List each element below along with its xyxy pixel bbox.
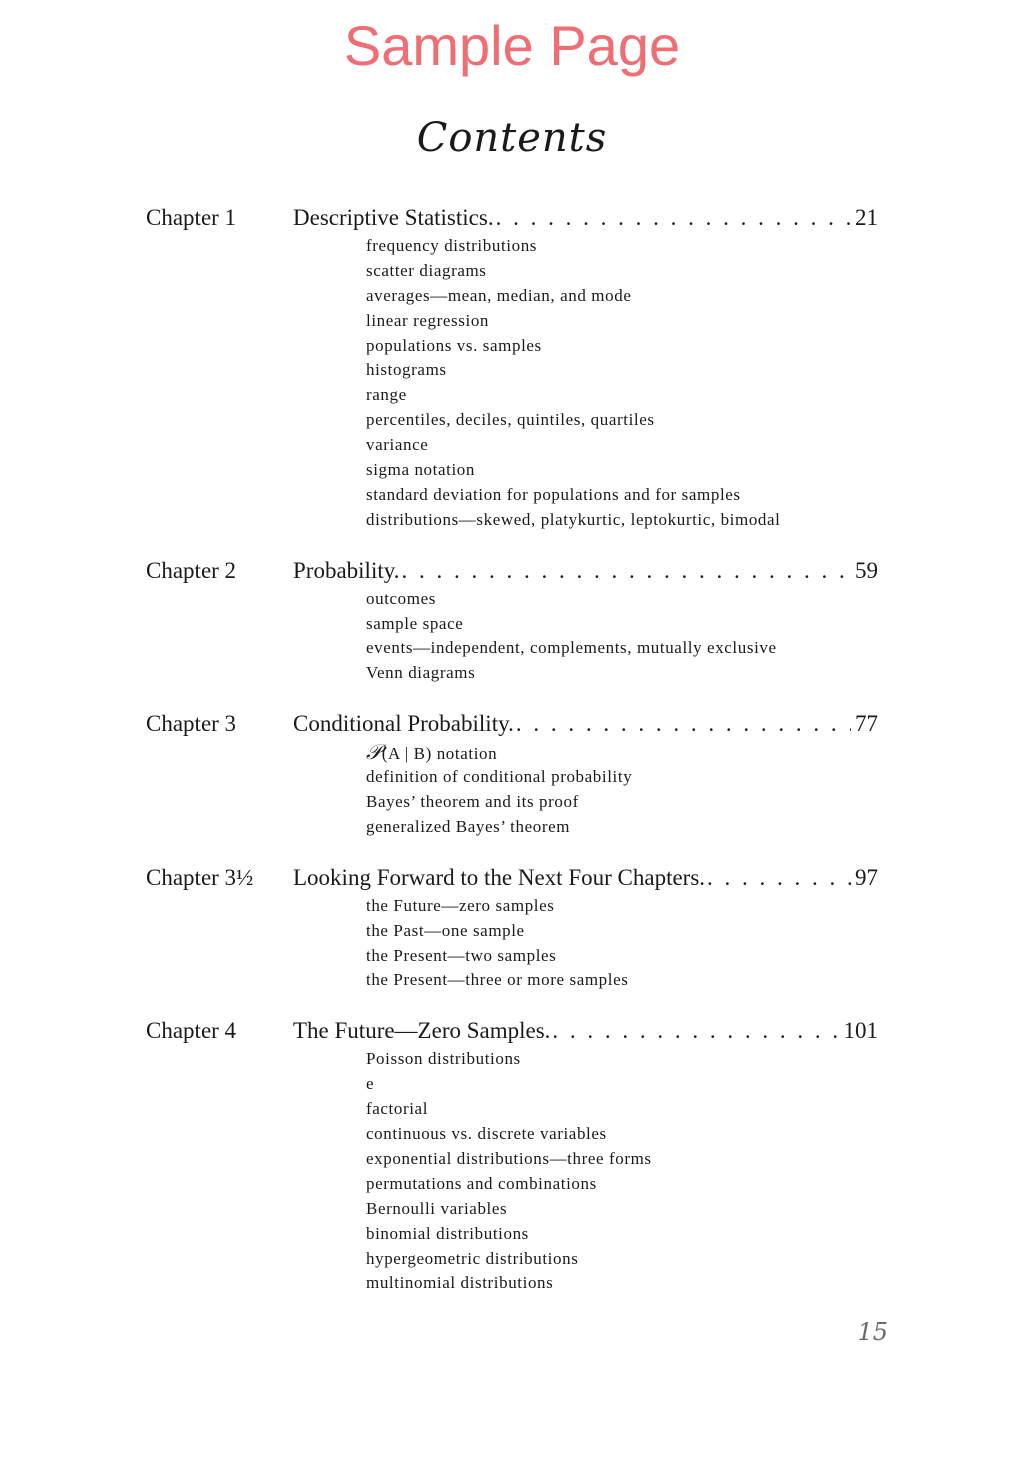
topic-item: histograms xyxy=(366,360,447,380)
chapter-entry-3 xyxy=(146,708,878,840)
topic-item: the Present—two samples xyxy=(366,945,557,965)
topic-list xyxy=(146,894,878,994)
topic-item: Bernoulli variables xyxy=(366,1198,508,1218)
topic-item: distributions—skewed, platykurtic, leptokurtic, bimodal xyxy=(366,509,781,529)
topic-item: events—independent, complements, mutually exclusive xyxy=(366,638,777,658)
topic-item: factorial xyxy=(366,1099,429,1119)
dot-leader xyxy=(705,862,851,894)
chapter-heading-line[interactable] xyxy=(146,708,878,740)
topic-item: generalized Bayes’ theorem xyxy=(366,816,571,836)
chapter-entry-2 xyxy=(146,555,878,687)
topic-item: variance xyxy=(366,435,429,455)
topic-item: linear regression xyxy=(366,310,490,330)
topic-list xyxy=(146,740,878,840)
page-folio-number: 15 xyxy=(857,1318,888,1346)
notation-text: (A | B) notation xyxy=(381,744,498,764)
topic-item: Bayes’ theorem and its proof xyxy=(366,792,579,812)
chapter-label: Chapter 2 xyxy=(146,557,237,583)
topic-item: permutations and combinations xyxy=(366,1173,597,1193)
topic-item: multinomial distributions xyxy=(366,1273,554,1293)
topic-list xyxy=(146,1047,878,1296)
topic-item: averages—mean, median, and mode xyxy=(366,285,632,305)
topic-item: binomial distributions xyxy=(366,1223,529,1243)
topic-item: hypergeometric distributions xyxy=(366,1248,579,1268)
dot-leader xyxy=(550,1015,839,1047)
topic-item: sigma notation xyxy=(366,460,475,480)
chapter-entry-4 xyxy=(146,1015,878,1296)
chapter-heading-line[interactable] xyxy=(146,202,878,234)
table-of-contents xyxy=(146,202,878,1318)
chapter-heading-line[interactable] xyxy=(146,1015,878,1047)
topic-item: standard deviation for populations and for samples xyxy=(366,484,741,504)
topic-item: percentiles, deciles, quintiles, quartiles xyxy=(366,410,655,430)
topic-item: e xyxy=(366,1074,375,1094)
chapter-label: Chapter 3 xyxy=(146,711,237,737)
chapter-title: Probability. xyxy=(293,557,400,583)
dot-leader xyxy=(494,202,851,234)
chapter-page-number: 101 xyxy=(843,1018,878,1044)
chapter-title: Descriptive Statistics. xyxy=(293,205,494,230)
topic-item: the Present—three or more samples xyxy=(366,970,629,990)
chapter-label: Chapter 4 xyxy=(146,1018,237,1044)
chapter-title: The Future—Zero Samples. xyxy=(293,1018,551,1044)
topic-item: Venn diagrams xyxy=(366,663,476,683)
topic-item: the Future—zero samples xyxy=(366,895,555,915)
topic-item-notation xyxy=(366,740,878,765)
chapter-page-number: 59 xyxy=(855,557,878,583)
chapter-title: Looking Forward to the Next Four Chapters. xyxy=(293,864,706,890)
topic-list xyxy=(146,587,878,687)
chapter-entry-1 xyxy=(146,202,878,533)
topic-item: Poisson distributions xyxy=(366,1049,521,1069)
script-p-symbol: 𝒫 xyxy=(366,740,382,765)
topic-item: continuous vs. discrete variables xyxy=(366,1124,607,1144)
chapter-entry-3-half xyxy=(146,862,878,994)
chapter-heading-line[interactable] xyxy=(146,555,878,587)
topic-item: the Past—one sample xyxy=(366,920,525,940)
chapter-title: Conditional Probability. xyxy=(293,711,514,737)
topic-item: populations vs. samples xyxy=(366,335,542,355)
topic-item: definition of conditional probability xyxy=(366,767,633,787)
topic-item: frequency distributions xyxy=(366,236,538,255)
chapter-page-number: 21 xyxy=(855,205,878,230)
dot-leader xyxy=(514,708,851,740)
topic-item: scatter diagrams xyxy=(366,260,487,280)
topic-item: outcomes xyxy=(366,588,436,608)
dot-leader xyxy=(399,555,851,587)
topic-item: range xyxy=(366,385,407,405)
contents-heading: Contents xyxy=(416,115,608,161)
chapter-label: Chapter 1 xyxy=(146,205,237,230)
topic-item: sample space xyxy=(366,613,464,633)
chapter-heading-line[interactable] xyxy=(146,862,878,894)
topic-list xyxy=(146,234,878,533)
chapter-page-number: 97 xyxy=(855,864,878,890)
chapter-label: Chapter 3½ xyxy=(146,864,254,890)
chapter-page-number: 77 xyxy=(855,711,878,737)
sample-page-watermark: Sample Page xyxy=(343,14,681,77)
topic-item: exponential distributions—three forms xyxy=(366,1148,652,1168)
